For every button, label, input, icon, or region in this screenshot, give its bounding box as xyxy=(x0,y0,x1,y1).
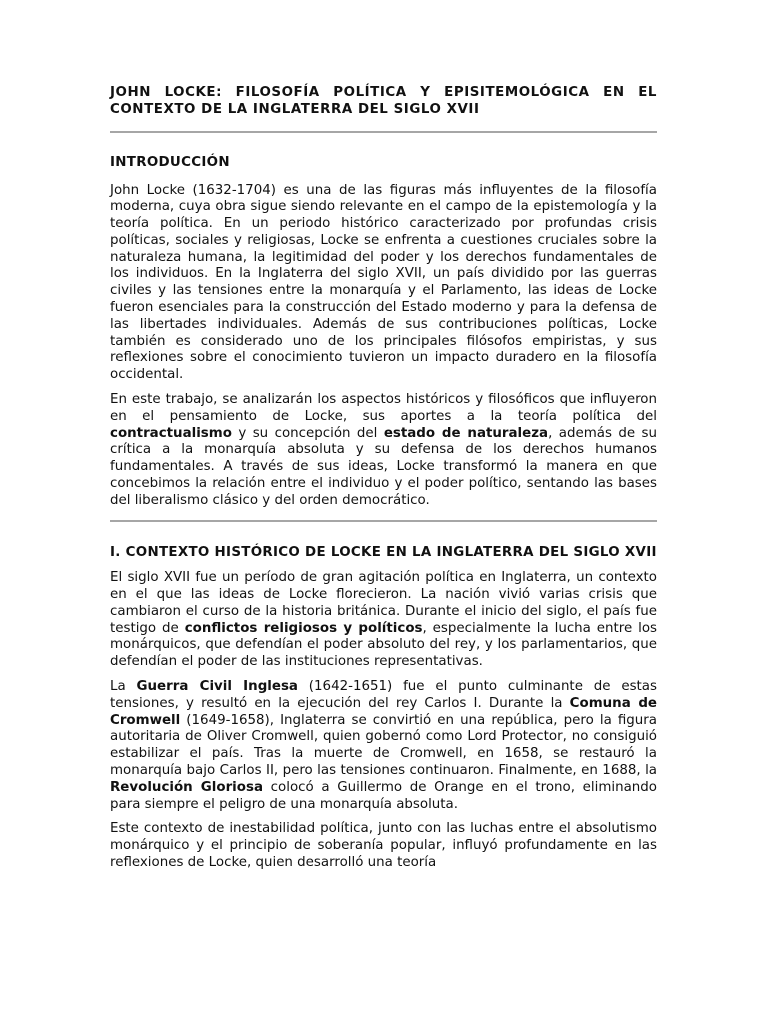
intro-heading: INTRODUCCIÓN xyxy=(110,155,230,170)
bold-term: Revolución Gloriosa xyxy=(110,779,263,795)
bold-term: Comuna de Cromwell xyxy=(110,695,657,728)
document-title: JOHN LOCKE: FILOSOFÍA POLÍTICA Y EPISITEMOLÓGICA EN EL CONTEXTO DE LA INGLATERRA DEL SIGLO XVII xyxy=(110,85,657,117)
bold-term: estado de naturaleza xyxy=(383,425,549,441)
text-run: (1642-1651) fue el punto culminante de estas tensiones, y resultó en la ejecución del rey Carlos I. Durante la xyxy=(110,678,657,711)
text-run: La xyxy=(110,678,137,694)
text-run: colocó a Guillermo de Orange en el trono, eliminando para siempre el peligro de una monarquía absoluta. xyxy=(110,779,657,812)
text-run: , especialmente la lucha entre los monárquicos, que defendían el poder absoluto del rey, y los parlamentarios, que defendían el poder de las instituciones representativas. xyxy=(110,620,658,670)
section-1-heading: I. CONTEXTO HISTÓRICO DE LOCKE EN LA INGLATERRA DEL SIGLO XVII xyxy=(110,544,657,560)
intro-paragraph-1: John Locke (1632-1704) es una de las figuras más influyentes de la filosofía moderna, cuya obra sigue siendo relevante en el campo de la epistemología y la teoría política. En un periodo histórico caracterizado por profundas crisis políticas, sociales y religiosas, Locke se enfrenta a cuestiones cruciales sobre la naturaleza humana, la legitimidad del poder y los derechos fundamentales de los individuos. En la Inglaterra del siglo XVII, un país dividido por las guerras civiles y las tensiones entre la monarquía y el Parlamento, las ideas de Locke fueron esenciales para la construcción del Estado moderno y para la defensa de las libertades individuales. Además de sus contribuciones políticas, Locke también es considerado uno de los principales filósofos empiristas, y sus reflexiones sobre el conocimiento tuvieron un impacto duradero en la filosofía occidental. xyxy=(110,182,657,383)
bold-term: contractualismo xyxy=(110,425,232,441)
text-run: (1649-1658), Inglaterra se convirtió en una república, pero la figura autoritaria de Oliver Cromwell, quien gobernó como Lord Protector, no consiguió estabilizar el país. Tras la muerte de Cromwell, en 1658, se restauró la monarquía bajo Carlos II, pero las tensiones continuaron. Finalmente, en 1688, la xyxy=(110,712,657,778)
section-1-paragraph-2 xyxy=(110,679,657,813)
bold-term: Guerra Civil Inglesa xyxy=(136,678,298,694)
document-content xyxy=(110,85,657,872)
section-1-paragraph-1 xyxy=(110,570,657,671)
text-run: El siglo XVII fue un período de gran agitación política en Inglaterra, un contexto en el que las ideas de Locke florecieron. La nación vivió varias crisis que cambiaron el curso de la historia británica. Durante el inicio del siglo, el país fue testigo de xyxy=(110,570,657,636)
text-run: y su concepción del xyxy=(231,425,384,441)
section-divider xyxy=(110,520,657,522)
text-run: En este trabajo, se analizarán los aspectos históricos y filosóficos que influyeron en el pensamiento de Locke, sus aportes a la teoría política del xyxy=(110,392,657,424)
text-run: , además de su crítica a la monarquía absoluta y su defensa de los derechos humanos fundamentales. A través de sus ideas, Locke transformó la manera en que concebimos la relación entre el individuo y el poder político, sentando las bases del liberalismo clásico y del orden democrático. xyxy=(110,425,657,508)
section-1-paragraph-3: Este contexto de inestabilidad política, junto con las luchas entre el absolutismo monárquico y el principio de soberanía popular, influyó profundamente en las reflexiones de Locke, quien desarrolló una teoría xyxy=(110,821,657,870)
bold-term: conflictos religiosos y políticos xyxy=(184,620,423,636)
intro-paragraph-2 xyxy=(110,392,657,510)
section-divider xyxy=(110,131,657,133)
